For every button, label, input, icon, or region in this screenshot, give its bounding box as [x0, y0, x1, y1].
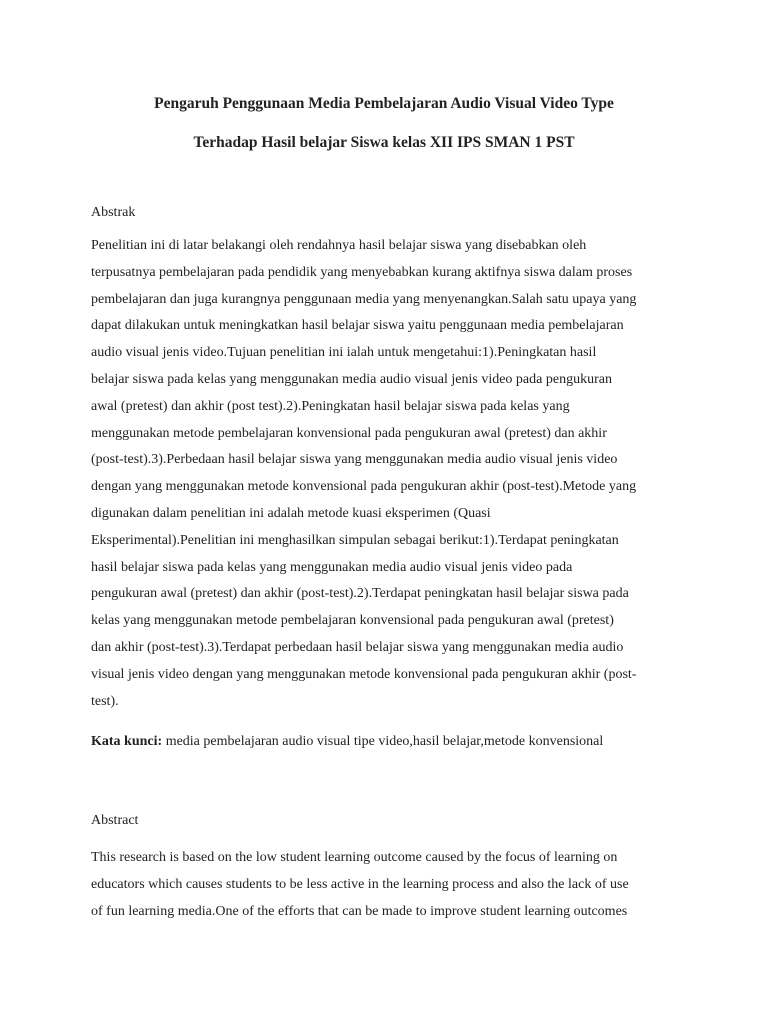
abstrak-line: visual jenis video dengan yang menggunakan metode konvensional pada pengukuran akhir (post- — [91, 666, 637, 682]
abstrak-line: digunakan dalam penelitian ini adalah metode kuasi eksperimen (Quasi — [91, 505, 491, 521]
abstrak-line: dan akhir (post-test).3).Terdapat perbedaan hasil belajar siswa yang menggunakan media audio — [91, 639, 624, 655]
keywords-text: media pembelajaran audio visual tipe video,hasil belajar,metode konvensional — [162, 734, 604, 749]
abstrak-line: awal (pretest) dan akhir (post test).2).Peningkatan hasil belajar siswa pada kelas yang — [91, 398, 570, 414]
abstrak-line: Penelitian ini di latar belakangi oleh rendahnya hasil belajar siswa yang disebabkan oleh — [91, 238, 587, 253]
abstrak-line: belajar siswa pada kelas yang menggunakan media audio visual jenis video pada pengukuran — [91, 371, 612, 387]
abstrak-line: Eksperimental).Penelitian ini menghasilkan simpulan sebagai berikut:1).Terdapat peningkatan — [91, 532, 619, 548]
abstrak-line: dapat dilakukan untuk meningkatkan hasil belajar siswa yaitu penggunaan media pembelajaran — [91, 318, 624, 334]
abstrak-line: (post-test).3).Perbedaan hasil belajar siswa yang menggunakan media audio visual jenis video — [91, 452, 618, 468]
abstract-line: educators which causes students to be less active in the learning process and also the lack of use — [91, 876, 629, 892]
abstrak-line: pengukuran awal (pretest) dan akhir (post-test).2).Terdapat peningkatan hasil belajar siswa pada — [91, 586, 629, 602]
abstrak-line: dengan yang menggunakan metode konvensional pada pengukuran akhir (post-test).Metode yang — [91, 479, 637, 495]
abstrak-heading: Abstrak — [91, 205, 136, 220]
document-title-line-1: Pengaruh Penggunaan Media Pembelajaran Audio Visual Video Type — [154, 95, 614, 112]
keywords — [91, 729, 603, 756]
abstrak-line: test). — [91, 693, 119, 709]
abstrak-line: menggunakan metode pembelajaran konvensional pada pengukuran awal (pretest) dan akhir — [91, 425, 607, 441]
abstrak-line: audio visual jenis video.Tujuan penelitian ini ialah untuk mengetahui:1).Peningkatan hasil — [91, 345, 597, 361]
abstract-line: This research is based on the low student learning outcome caused by the focus of learning on — [91, 850, 618, 865]
abstrak-paragraph — [91, 233, 691, 715]
keywords-label: Kata kunci: — [91, 734, 163, 749]
abstrak-line: kelas yang menggunakan metode pembelajaran konvensional pada pengukuran awal (pretest) — [91, 613, 614, 629]
abstract-heading: Abstract — [91, 813, 139, 828]
abstract-line: of fun learning media.One of the efforts that can be made to improve student learning outcomes — [91, 903, 628, 919]
abstrak-line: pembelajaran dan juga kurangnya penggunaan media yang menyenangkan.Salah satu upaya yang — [91, 291, 637, 307]
document-title-line-2: Terhadap Hasil belajar Siswa kelas XII IPS SMAN 1 PST — [193, 134, 575, 151]
abstrak-line: hasil belajar siswa pada kelas yang menggunakan media audio visual jenis video pada — [91, 559, 573, 575]
abstrak-line: terpusatnya pembelajaran pada pendidik yang menyebabkan kurang aktifnya siswa dalam proses — [91, 264, 633, 280]
abstract-paragraph — [91, 845, 691, 925]
